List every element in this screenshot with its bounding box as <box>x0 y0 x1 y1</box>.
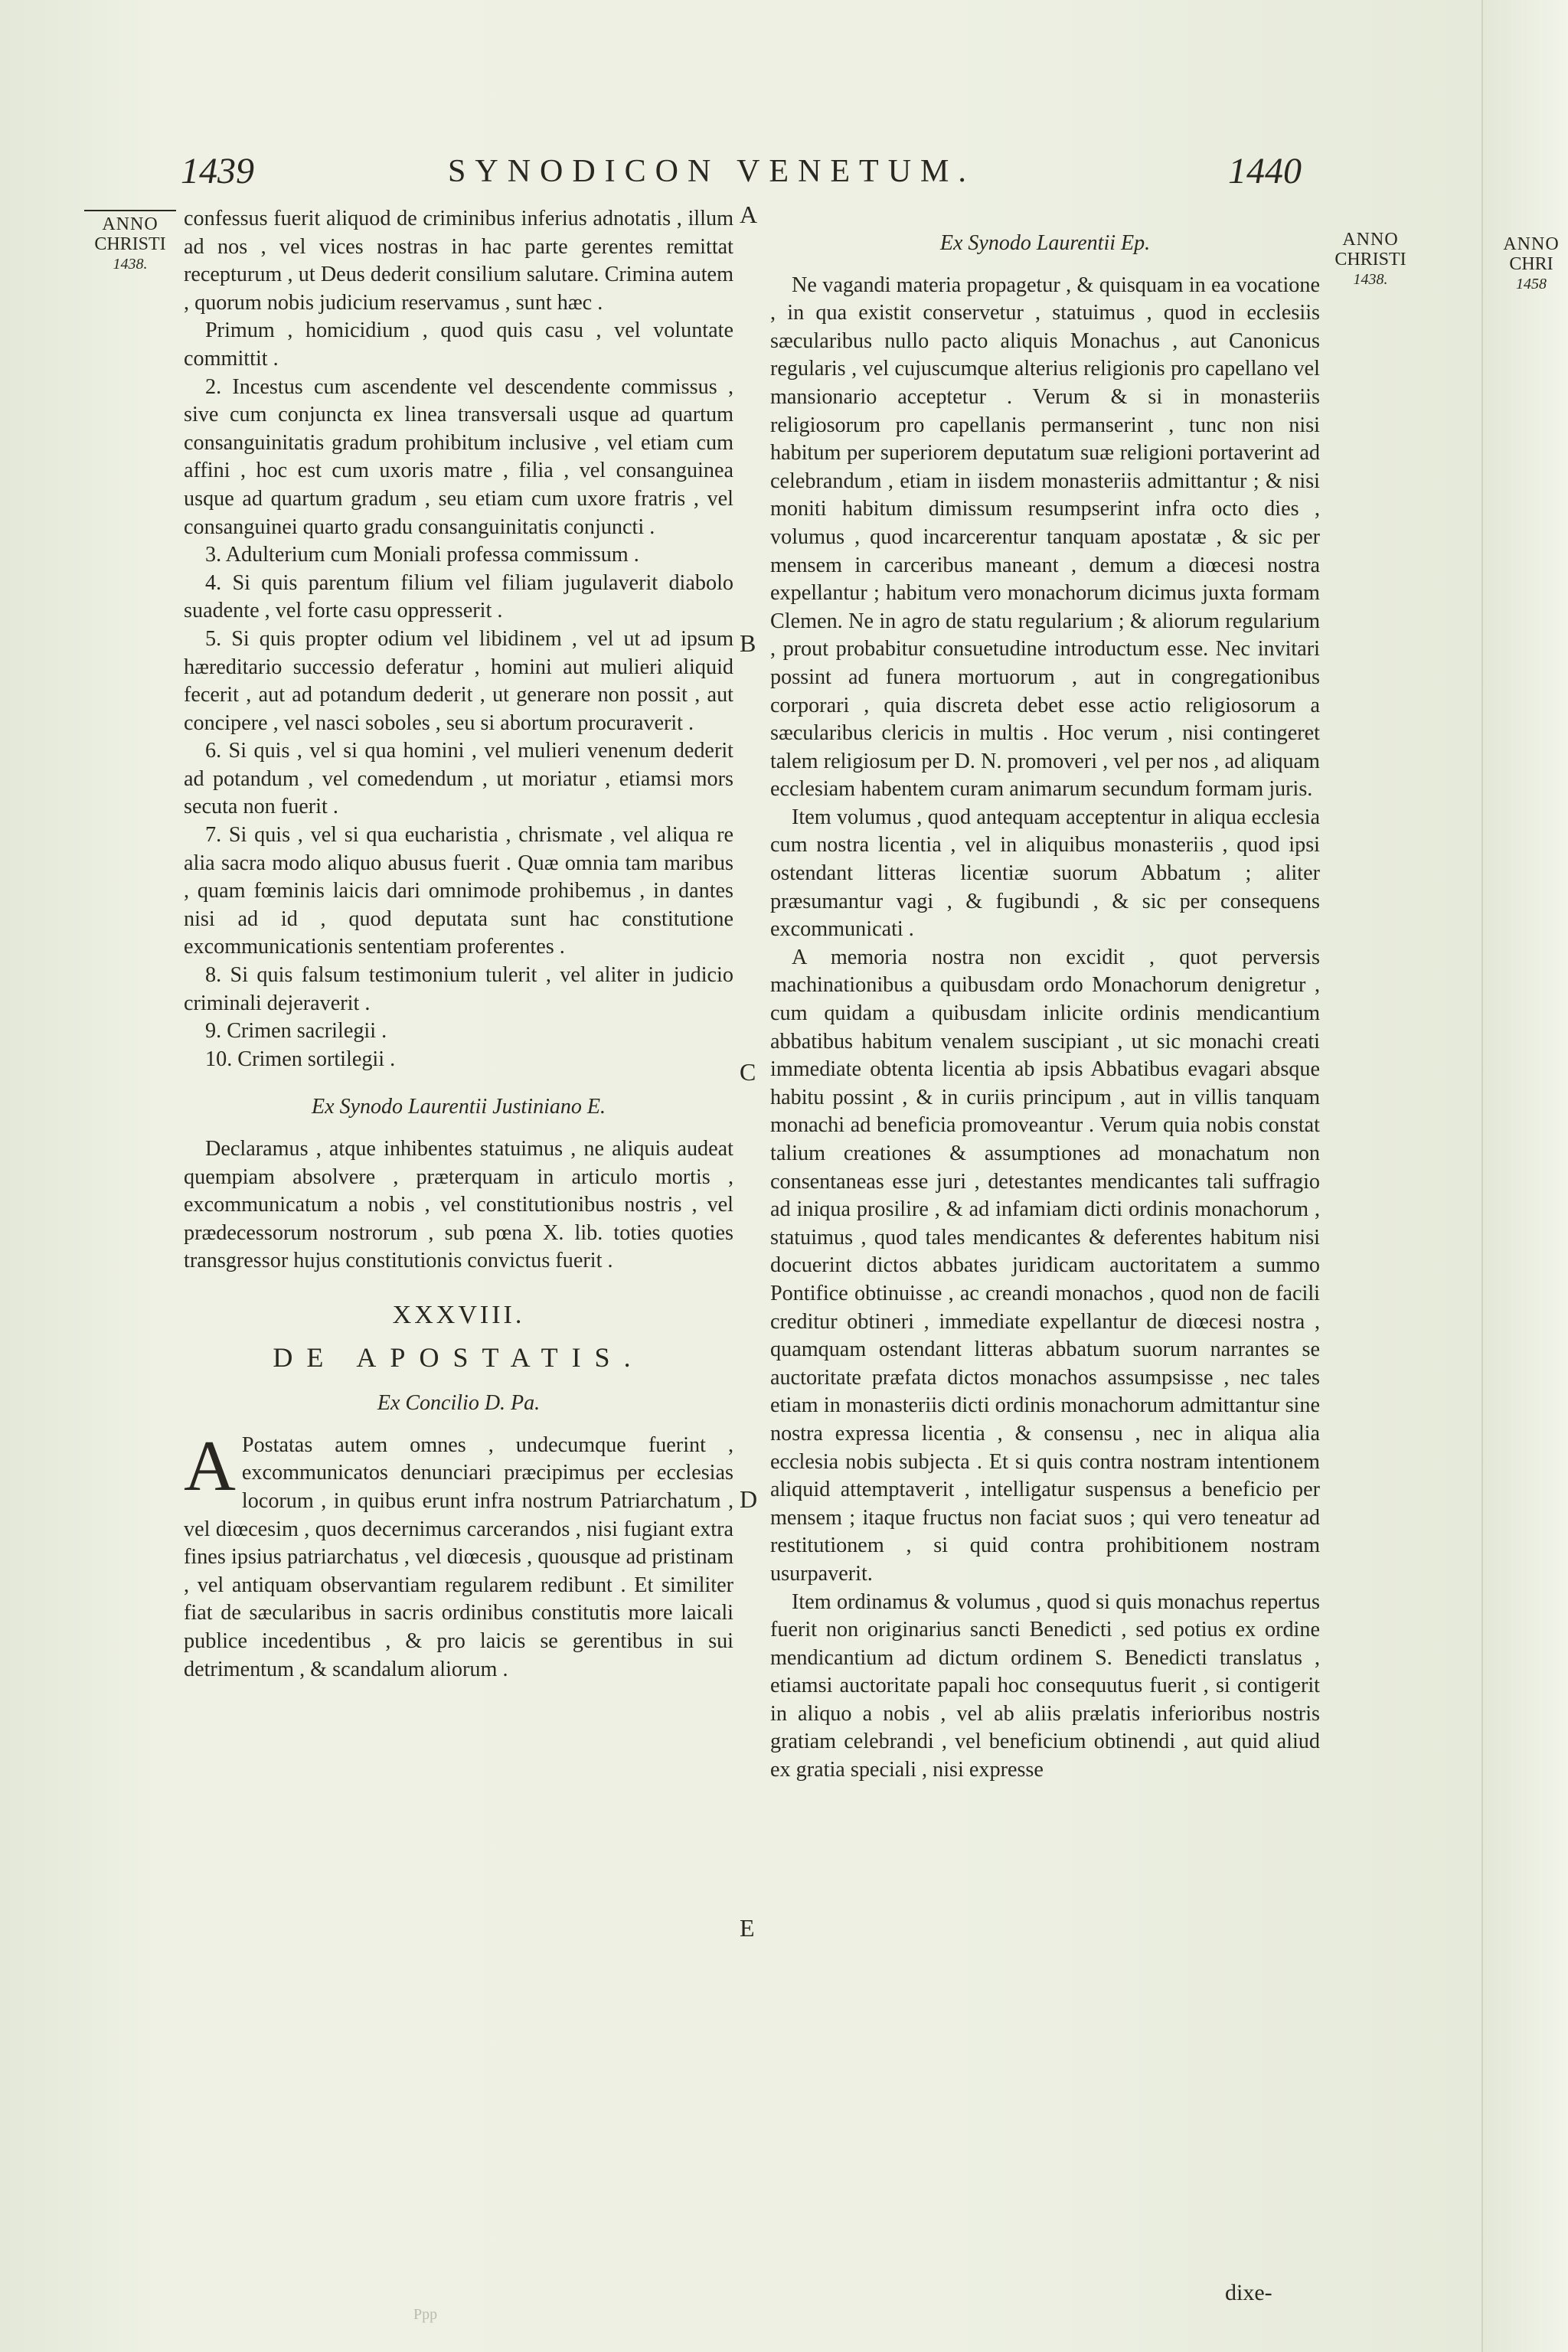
section-marker-d: D <box>740 1485 758 1513</box>
section-marker-c: C <box>740 1058 756 1086</box>
right-column <box>770 230 1320 1785</box>
margin-note-year: 1458 <box>1516 276 1547 292</box>
section-marker-b: B <box>740 629 756 657</box>
crime-item: 5. Si quis propter odium vel libidinem , vel ut ad ipsum hæreditario successio deferatur , homini aut mulieri aliquid fecerit , aut ad potandum dederit , ut generare non possit , aut concipere , vel nasci soboles , seu si abortum procuraverit . <box>184 626 733 735</box>
crime-item: 3. Adulterium cum Moniali professa commissum . <box>205 543 639 567</box>
right-paragraph: Item ordinamus & volumus , quod si quis monachus repertus fuerit non originarius sancti Benedicti , sed potius ex ordine mendicantium ad dictum ordinem S. Benedicti translatus , etiamsi auctoritate papali hoc consequutus fuerit , si contigerit in aliquo a nobis , vel ab aliis prælatis inferioribus nostris gratiam celebrandi , vel beneficium obtinendi , aut quid aliud ex gratia speciali , nisi expresse <box>770 1589 1320 1782</box>
catchword: dixe- <box>1225 2280 1272 2305</box>
crime-item: Primum , homicidium , quod quis casu , vel voluntate committit . <box>184 318 733 371</box>
drop-cap: A <box>184 1426 236 1506</box>
section-heading-synod: Ex Synodo Laurentii Justiniano E. <box>312 1095 606 1119</box>
margin-note-left <box>84 210 176 274</box>
section-heading-laurentii: Ex Synodo Laurentii Ep. <box>939 231 1151 255</box>
left-column <box>184 205 733 1684</box>
margin-note-christi: CHRISTI <box>1334 250 1406 270</box>
crime-item: 6. Si quis , vel si qua homini , vel mulieri venenum dederit ad potandum , vel comedendum , ut moriatur , etiamsi mors secuta non fuerit . <box>184 739 733 819</box>
margin-note-anno: ANNO <box>102 214 158 234</box>
right-paragraph: Ne vagandi materia propagetur , & quisquam in ea vocatione , in qua existit conservetur , statuimus , quod in ecclesiis sæcularibus nullo pacto aliquis Monachus , aut Canonicus regularis , vel cujuscumque alterius religionis pro capellano vel mansionario acceptetur . Verum & si in monasteriis religiosorum pro capellanis permanserint , tunc non nisi habitum per superiorem deputatum suæ religioni portaverint ad celebrandum , etiam in iisdem monasteriis admittantur ; & nisi moniti habitum dimissum resumpserint infra octo dies , volumus , quod incarcerentur tanquam apostatæ , & sic per mensem in carceribus maneant , demum a diœcesi nostra expellantur ; habitum vero monachorum dicimus juxta formam Clemen. Ne in agro de statu regularium ; & aliorum regularium , prout probabitur consuetudine introductum esse. Nec invitari possint ad funera mortuorum , aut in congregationibus corporari , quia discreta debet esse actio religiosorum a sæcularibus clericis in multis . Hoc verum , nisi contingeret talem religiosum per D. N. promoveri , vel per nos , ad aliquam ecclesiam habentem curam animarum secundum formam juris. <box>770 273 1320 802</box>
apostatas-text: Postatas autem omnes , undecumque fuerint , excommunicatos denunciari præcipimus per ecclesias locorum , in quibus erunt infra nostrum Patriarchatum , vel diœcesim , quos decernimus carcerandos , nisi fugiant extra fines ipsius patriarchatus , vel diœcesis , quousque ad pristinam , vel antiquam observantiam regularem redibunt . Et similiter fiat de sæcularibus in sacris ordinibus constitutis more laicali publice incedentibus , & pro laicis se gerentibus in sui detrimentum , & scandalum aliorum . <box>184 1432 733 1681</box>
crime-item: 7. Si quis , vel si qua eucharistia , chrismate , vel aliqua re alia sacra modo aliquo abusus fuerit . Quæ omnia tam maribus , quam fœminis laicis dari omnimode prohibemus , in dantes nisi ad id , quod deputata sunt hac constitutione excommunicationis sententiam proferentes . <box>184 823 733 959</box>
margin-note-christi: CHRISTI <box>94 234 166 254</box>
next-page-edge <box>1481 0 1568 2352</box>
right-paragraph: A memoria nostra non excidit , quot perversis machinationibus a quibusdam ordo Monachorum denigretur , cum quidam a quibusdam inlicite ordinis mendicantium abbatibus habitum venalem suscipiant , ut sic monachi creati immediate obtenta licentia ab ipsis Abbatibus evagari absque habitu possint , & in curiis principum , aut in villis tanquam monachi ad beneficia promoveantur . Verum quia nobis constat talium creationes & assumptiones ad monachatum non consentaneas esse juri , detestantes mendicantes tali suffragio ad iniqua prosilire , & ad infamiam dicti ordinis monachorum , statuimus , quod tales mendicantes & deferentes habitum nisi docuerint dictos abbates juridicam auctoritatem a summo Pontifice obtinuisse , ac creandi monachos , quod non de facili creditur obtineri , immediate expellantur de diœcesi nostra , quamquam ostendant litteras abbatum suorum narrantes se auctoritate præfata dictos monachos assumpsisse , nec tales etiam in monasteriis dicti ordinis monachorum admittantur sine nostra expressa licentia , & consensu , nec in aliqua alia ecclesia nobis subjecta . Et si quis contra nostram intentionem aliquid attemptaverit , intelligatur suspensus a beneficio per mensem ; itaque fructus non faciat suos ; qui vero teneatur ad restitutionem , si quid contra prohibitionem nostram usurpaverit. <box>770 945 1320 1586</box>
crime-item: 8. Si quis falsum testimonium tulerit , vel aliter in judicio criminali dejeraverit . <box>184 963 733 1015</box>
section-marker-e: E <box>740 1914 755 1942</box>
apostatas-paragraph <box>184 1426 733 1684</box>
page-number-left: 1439 <box>181 151 254 191</box>
chapter-number: XXXVIII. <box>392 1300 525 1329</box>
section-heading-council: Ex Concilio D. Pa. <box>377 1391 541 1416</box>
crime-item: 10. Crimen sortilegii . <box>205 1047 396 1071</box>
page-header <box>0 150 1568 204</box>
declaramus-paragraph: Declaramus , atque inhibentes statuimus , ne aliquis audeat quempiam absolvere , præterquam in articulo mortis , excommunicatum a nobis , vel constitutionibus nostris , vel prædecessorum nostrorum , sub pœna X. lib. toties quoties transgressor hujus constitutionis convictus fuerit . <box>184 1137 733 1273</box>
margin-note-anno: ANNO <box>1503 234 1560 254</box>
left-intro-paragraph: confessus fuerit aliquod de criminibus inferius adnotatis , illum ad nos , vel vices nostras in hac parte gerentes remittat recepturum , ut Deus dederit consilium salutare. Crimina autem , quorum nobis judicium reservamus , sunt hæc . <box>184 207 733 315</box>
margin-note-christi: CHRI <box>1509 254 1553 274</box>
chapter-title: DE APOSTATIS. <box>273 1341 645 1373</box>
page-number-right: 1440 <box>1228 151 1302 191</box>
margin-note-year: 1438. <box>1353 271 1388 288</box>
crime-item: 2. Incestus cum ascendente vel descendente commissus , sive cum conjuncta ex linea transversali usque ad quartum consanguinitatis gradum prohibitum inclusive , vel etiam cum affini , hoc est cum uxoris matre , filia , vel consanguinea usque ad quartum gradum , seu etiam cum uxore fratris , vel consanguinei quarto gradu consanguinitatis conjuncti . <box>184 374 733 539</box>
right-paragraph: Item volumus , quod antequam acceptentur in aliqua ecclesia cum nostra licentia , vel in aliquibus monasteriis , quod ipsi ostendant litteras licentiæ suorum Abbatum ; aliter præsumantur vagi , & fugibundi , & sic per consequens excommunicati . <box>770 805 1320 942</box>
running-title: SYNODICON VENETUM. <box>448 154 975 189</box>
section-marker-a: A <box>740 201 758 228</box>
signature-mark: Ppp <box>413 2306 438 2323</box>
margin-note-right <box>1325 230 1416 289</box>
margin-note-anno: ANNO <box>1342 230 1399 250</box>
margin-note-next-page <box>1497 234 1566 294</box>
crime-item: 9. Crimen sacrilegii . <box>205 1019 387 1044</box>
crime-item: 4. Si quis parentum filium vel filiam jugulaverit diabolo suadente , vel forte casu oppresserit . <box>184 570 733 623</box>
margin-note-year: 1438. <box>113 256 148 273</box>
